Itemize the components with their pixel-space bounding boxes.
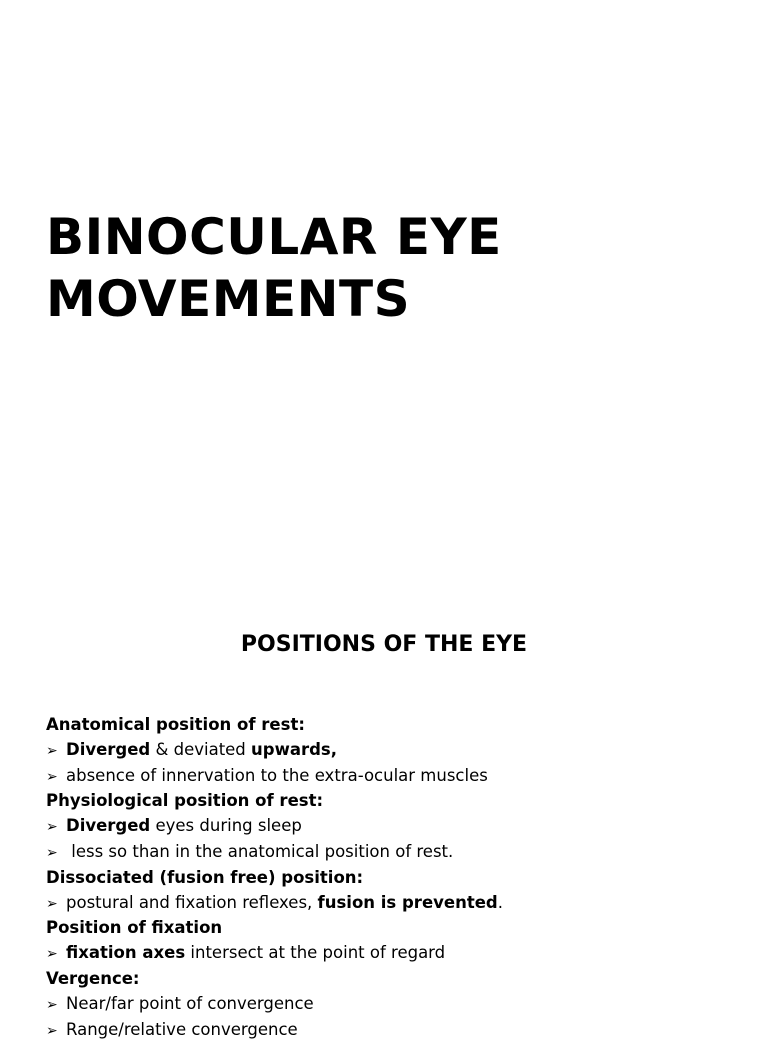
text: postural and fixation reflexes,	[66, 892, 318, 912]
text: Near/far point of convergence	[66, 993, 314, 1013]
arrow-bullet-icon: ➢	[46, 844, 58, 861]
text: less so than in the anatomical position of rest.	[66, 841, 454, 861]
physiological-heading: Physiological position of rest:	[46, 791, 324, 811]
arrow-bullet-icon: ➢	[46, 742, 58, 759]
list-item	[46, 764, 746, 790]
arrow-bullet-icon: ➢	[46, 819, 58, 836]
arrow-bullet-icon: ➢	[46, 946, 58, 963]
text: .	[497, 892, 503, 912]
text: absence of innervation to the extra-ocular muscles	[66, 765, 488, 785]
text: intersect at the point of regard	[185, 943, 446, 963]
fixation-heading: Position of fixation	[46, 918, 223, 938]
list-item	[46, 840, 746, 866]
list-item	[46, 941, 746, 967]
slide-title	[46, 206, 502, 330]
arrow-bullet-icon: ➢	[46, 768, 58, 785]
list-item	[46, 891, 746, 917]
dissociated-heading: Dissociated (fusion free) position:	[46, 867, 364, 887]
list-item	[46, 1018, 746, 1043]
bold-text: fixation axes	[66, 943, 186, 963]
list-item	[46, 992, 746, 1018]
title-line-1: BINOCULAR EYE	[46, 208, 502, 266]
text: Range/relative convergence	[66, 1019, 298, 1039]
bold-text: Diverged	[66, 816, 151, 836]
arrow-bullet-icon: ➢	[46, 1022, 58, 1039]
title-line-2: MOVEMENTS	[46, 270, 411, 328]
anatomical-heading: Anatomical position of rest:	[46, 715, 305, 734]
text: eyes during sleep	[150, 816, 302, 836]
arrow-bullet-icon: ➢	[46, 996, 58, 1013]
text: & deviated	[150, 739, 252, 759]
bold-text: Diverged	[66, 739, 151, 759]
list-item	[46, 738, 746, 764]
section-heading: POSITIONS OF THE EYE	[240, 632, 528, 657]
vergence-heading: Vergence:	[46, 968, 140, 988]
bold-text: fusion is prevented	[317, 892, 498, 912]
arrow-bullet-icon: ➢	[46, 895, 58, 912]
list-item	[46, 814, 746, 840]
bold-text: upwards,	[251, 739, 338, 759]
content-block	[46, 713, 746, 1043]
